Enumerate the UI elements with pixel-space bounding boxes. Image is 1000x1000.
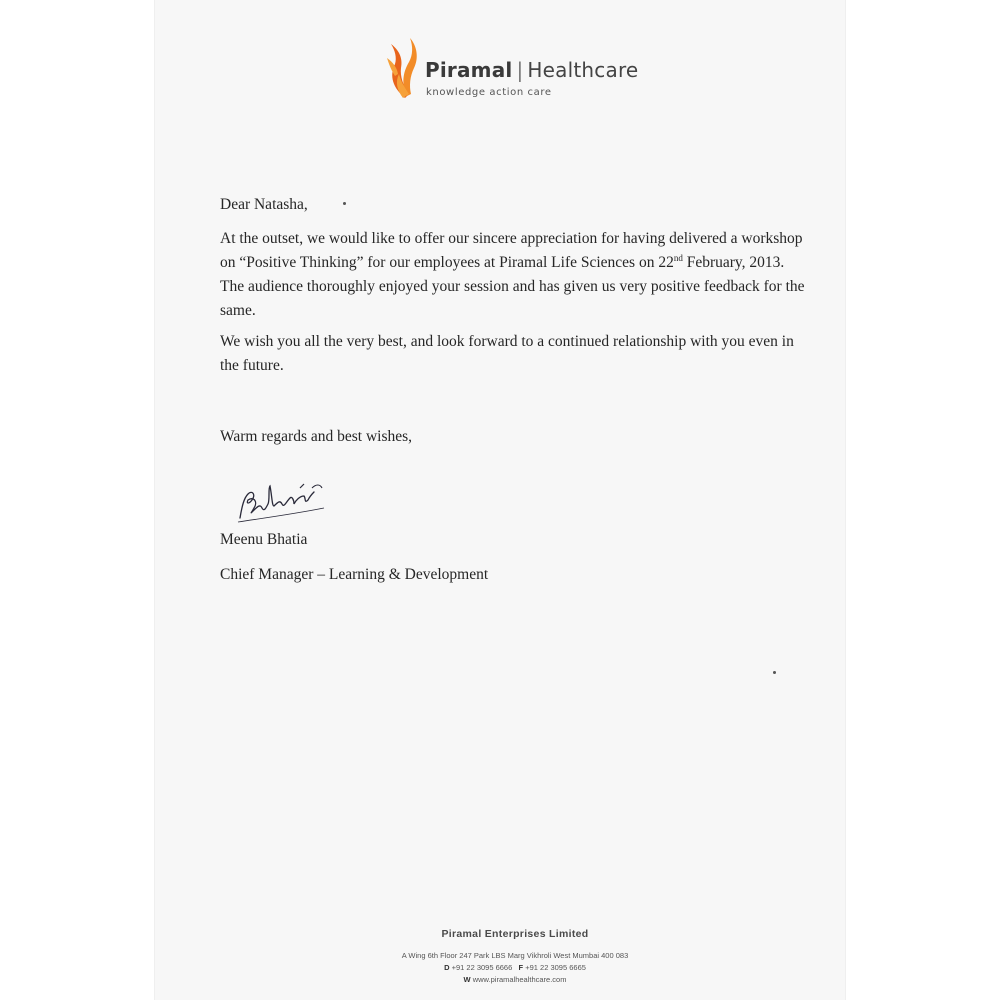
phone-number: +91 22 3095 6666	[451, 963, 513, 972]
flame-logo-icon	[383, 36, 423, 100]
footer-web	[335, 974, 695, 986]
brand-name: Piramal	[425, 58, 513, 82]
handwritten-signature	[234, 478, 334, 528]
brand-tagline: knowledge action care	[426, 87, 552, 98]
web-address: www.piramalhealthcare.com	[472, 975, 567, 984]
closing-line: Warm regards and best wishes,	[220, 428, 413, 445]
fax-label: F	[518, 963, 524, 972]
phone-label: D	[444, 963, 450, 972]
signer-name: Meenu Bhatia	[220, 531, 308, 548]
fax-number: +91 22 3095 6665	[525, 963, 586, 972]
company-logo	[383, 36, 643, 106]
paragraph-appreciation	[220, 227, 805, 323]
scan-speck	[343, 202, 346, 205]
letterhead-footer	[335, 928, 695, 986]
signer-title: Chief Manager – Learning & Development	[220, 566, 489, 583]
footer-address: A Wing 6th Floor 247 Park LBS Marg Vikhroli West Mumbai 400 083	[401, 951, 629, 960]
letter-page	[155, 0, 845, 1000]
footer-contact	[335, 950, 695, 986]
brand-separator: |	[516, 58, 524, 82]
paragraph-wishes: We wish you all the very best, and look forward to a continued relationship with you even in the future.	[220, 333, 794, 374]
date-ordinal-suffix: nd	[673, 252, 683, 263]
web-label: W	[463, 975, 471, 984]
brand-wordmark	[425, 58, 638, 82]
footer-phone-fax	[335, 962, 695, 974]
paragraph-appreciation-text-end: February, 2013. The audience thoroughly enjoyed your session and has given us very positive feedback for the same.	[220, 254, 805, 319]
brand-division: Healthcare	[527, 58, 639, 82]
paragraph-appreciation-text: At the outset, we would like to offer our sincere appreciation for having delivered a workshop on “Positive Thinking” for our employees at Piramal Life Sciences on 22	[220, 230, 803, 271]
salutation: Dear Natasha,	[220, 196, 308, 213]
footer-company-name: Piramal Enterprises Limited	[441, 928, 589, 940]
scan-speck	[773, 671, 776, 674]
